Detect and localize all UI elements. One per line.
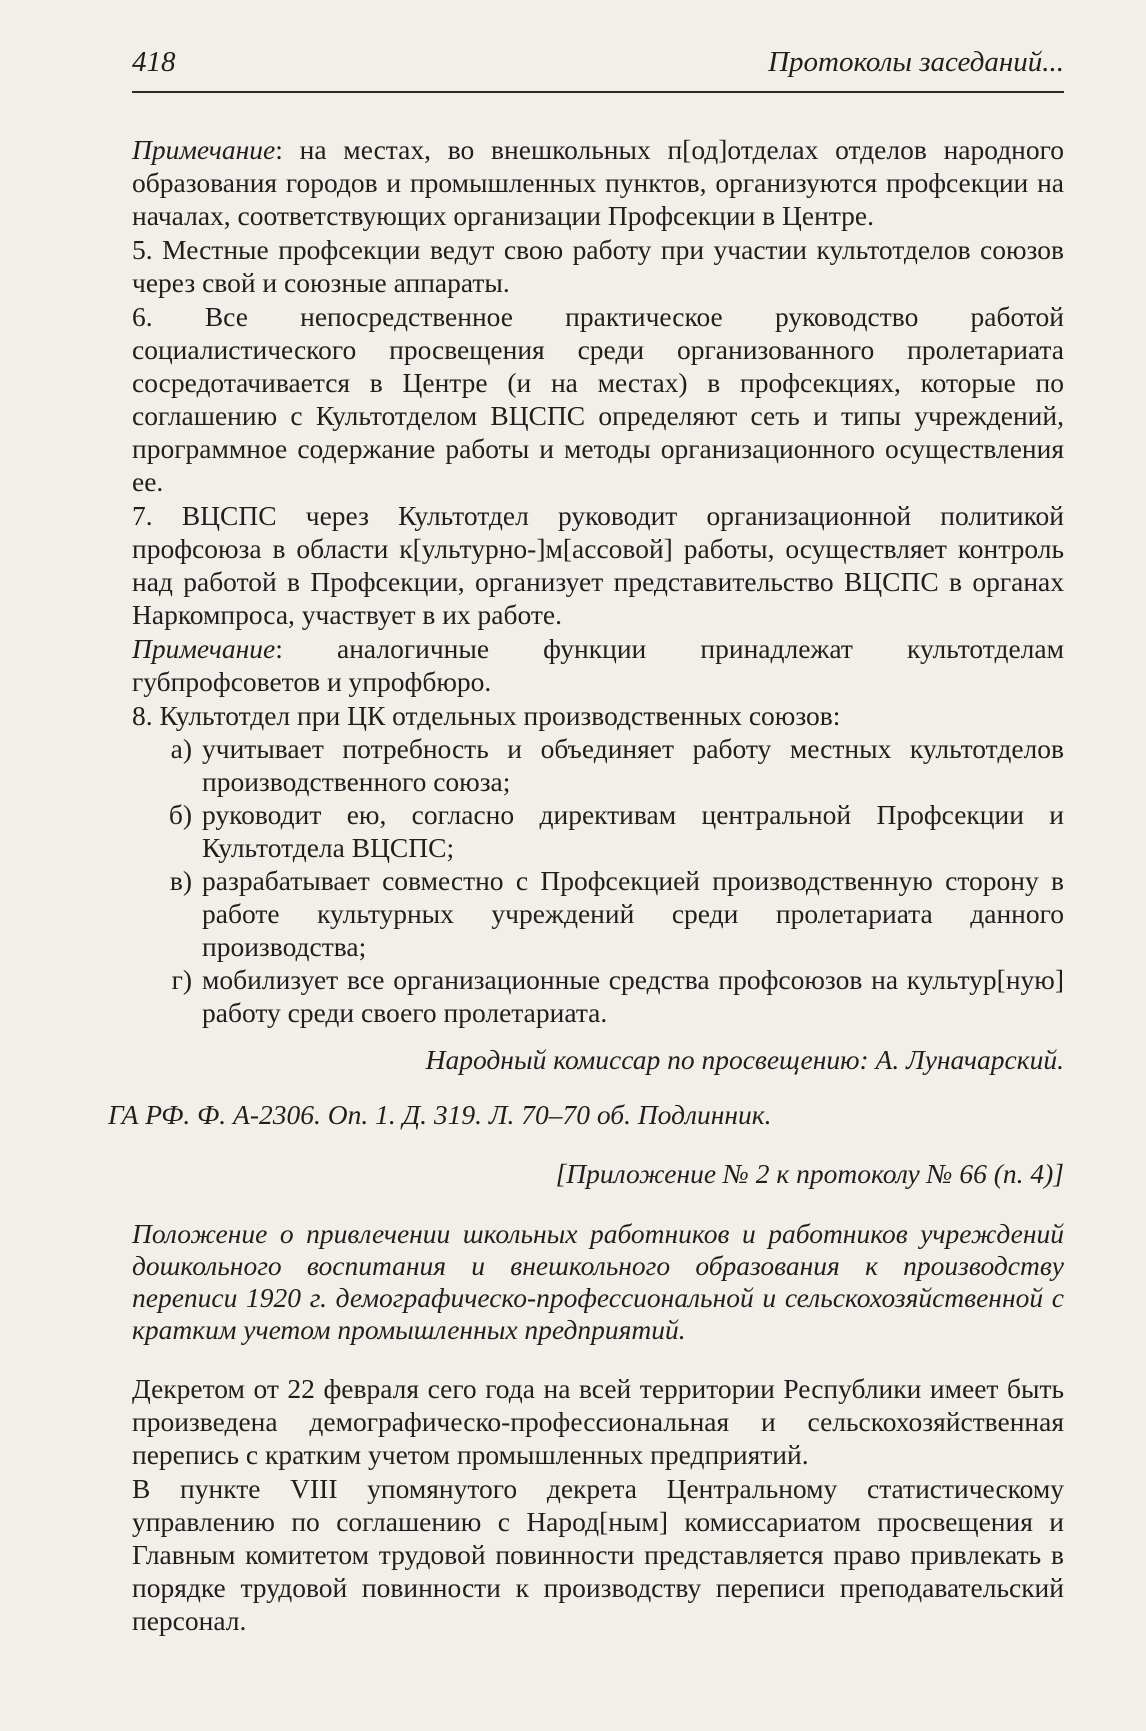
body-paragraph-1: Декретом от 22 февраля сего года на всей территории Республики имеет быть произведена демографическо-профессиональная и сельскохозяйственная перепись с кратким учетом промышленных предприятий. xyxy=(132,1373,1064,1470)
paragraph-7: 7. ВЦСПС через Культотдел руководит организационной политикой профсоюза в области к[ультурно-]м[ассовой] работы, осуществляет контроль над работой в Профсекции, организует представительство ВЦСПС в органах Наркомпроса, участвует в их работе. xyxy=(132,500,1064,630)
paragraph-5: 5. Местные профсекции ведут свою работу при участии культотделов союзов через свой и союзные аппараты. xyxy=(132,234,1064,298)
note-text: : на местах, во внешкольных п[од]отделах отделов народного образования городов и промышленных пунктов, организуются профсекции на началах, соответствующих организации Профсекции в Центре. xyxy=(132,134,1064,231)
subitem-text: мобилизует все организационные средства профсоюзов на культур[ную] работу среди своего пролетариата. xyxy=(202,964,1064,1028)
subitem-label: б) xyxy=(168,799,192,830)
subitem-text: руководит ею, согласно директивам центральной Профсекции и Культотдела ВЦСПС; xyxy=(202,799,1064,863)
subitem-label: г) xyxy=(171,964,192,995)
archive-source: ГА РФ. Ф. А-2306. Оп. 1. Д. 319. Л. 70–70 об. Подлинник. xyxy=(108,1099,772,1130)
paragraph-8: 8. Культотдел при ЦК отдельных производственных союзов: xyxy=(132,700,841,731)
subitem-v xyxy=(132,864,1064,963)
page-header xyxy=(132,46,1064,93)
document-title: Положение о привлечении школьных работников и работников учреждений дошкольного воспитания и внешкольного образования к производству переписи 1920 г. демографическо-профессиональной и сельскохозяйственной с кратким учетом промышленных предприятий. xyxy=(132,1218,1064,1345)
note-paragraph-2 xyxy=(132,632,1064,698)
signature: Народный комиссар по просвещению: А. Луначарский. xyxy=(425,1044,1064,1075)
running-title: Протоколы заседаний... xyxy=(768,46,1064,78)
note-label: Примечание xyxy=(132,633,276,664)
subitem-label: в) xyxy=(169,865,192,896)
appendix-heading: [Приложение № 2 к протоколу № 66 (п. 4)] xyxy=(555,1158,1064,1189)
note-paragraph-1 xyxy=(132,133,1064,232)
note-text: : аналогичные функции принадлежат культотделам губпрофсоветов и упрофбюро. xyxy=(132,633,1064,697)
subitem-b xyxy=(132,798,1064,864)
body-paragraph-2: В пункте VIII упомянутого декрета Центральному статистическому управлению по соглашению с Народ[ным] комиссариатом просвещения и Главным комитетом трудовой повинности представляется право привлекать в порядке трудовой повинности к производству переписи преподавательский персонал. xyxy=(132,1473,1064,1636)
page-number: 418 xyxy=(132,46,176,78)
subitem-g xyxy=(132,963,1064,1029)
note-label: Примечание xyxy=(132,134,276,165)
subitem-text: учитывает потребность и объединяет работу местных культотделов производственного союза; xyxy=(202,733,1064,797)
subitem-a xyxy=(132,732,1064,798)
page-content xyxy=(108,133,1064,1637)
subitem-text: разрабатывает совместно с Профсекцией производственную сторону в работе культурных учреждений среди пролетариата данного производства; xyxy=(202,865,1064,962)
subitem-label: а) xyxy=(170,733,192,764)
paragraph-6: 6. Все непосредственное практическое руководство работой социалистического просвещения среди организованного пролетариата сосредотачивается в Центре (и на местах) в профсекциях, которые по соглашению с Культотделом ВЦСПС определяют сеть и типы учреждений, программное содержание работы и методы организационного осуществления ее. xyxy=(132,301,1064,497)
